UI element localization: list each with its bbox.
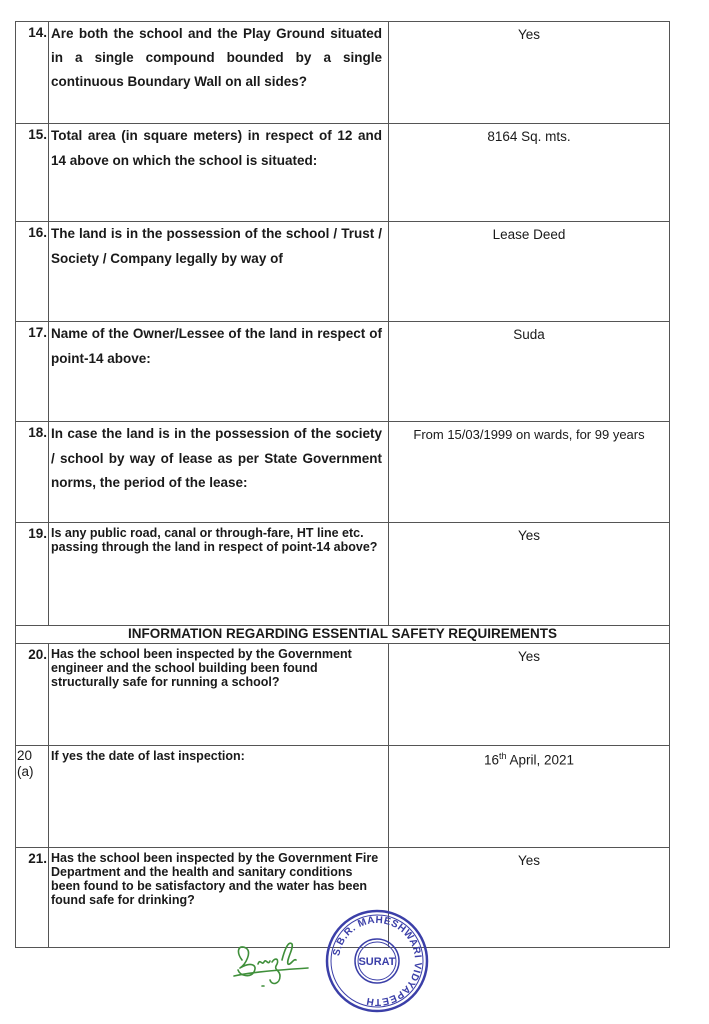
table-row — [16, 322, 670, 422]
table-row — [16, 222, 670, 322]
form-sheet — [15, 21, 669, 948]
seal-ring-text: S.B.R. MAHESHWARI VIDYAPEETH — [331, 914, 424, 1008]
inspection-day-suffix: th — [498, 751, 507, 761]
row-number: 20. — [16, 644, 49, 746]
row-number: 21. — [16, 848, 49, 948]
row-number: 20 (a) — [16, 746, 49, 848]
row-number: 17. — [16, 322, 49, 422]
row-answer: 8164 Sq. mts. — [389, 124, 670, 222]
row-answer: Yes — [389, 644, 670, 746]
row-answer: Yes — [389, 523, 670, 626]
row-answer: Lease Deed — [389, 222, 670, 322]
row-answer: Suda — [389, 322, 670, 422]
row-question: If yes the date of last inspection: — [49, 746, 389, 848]
inspection-month-year: April, 2021 — [506, 752, 575, 768]
row-question: Are both the school and the Play Ground situated in a single compound bounded by a single continuous Boundary Wall on all sides? — [49, 22, 389, 124]
row-number: 14. — [16, 22, 49, 124]
section-heading: INFORMATION REGARDING ESSENTIAL SAFETY REQUIREMENTS — [16, 626, 670, 644]
details-table — [15, 21, 670, 948]
seal-stamp — [327, 911, 427, 1011]
table-row — [16, 746, 670, 848]
row-question: Is any public road, canal or through-fare, HT line etc. passing through the land in respect of point-14 above? — [49, 523, 389, 626]
row-answer — [389, 746, 670, 848]
school-seal — [322, 906, 432, 1016]
row-number: 15. — [16, 124, 49, 222]
section-heading-row — [16, 626, 670, 644]
signature-strokes — [234, 943, 308, 986]
row-number: 19. — [16, 523, 49, 626]
seal-center-text: SURAT — [358, 956, 396, 968]
row-question: Has the school been inspected by the Government engineer and the school building been found structurally safe for running a school? — [49, 644, 389, 746]
row-question: The land is in the possession of the school / Trust / Society / Company legally by way of — [49, 222, 389, 322]
row-answer: From 15/03/1999 on wards, for 99 years — [389, 422, 670, 523]
row-question: Total area (in square meters) in respect of 12 and 14 above on which the school is situated: — [49, 124, 389, 222]
table-row — [16, 422, 670, 523]
row-number: 18. — [16, 422, 49, 523]
row-question: Name of the Owner/Lessee of the land in respect of point-14 above: — [49, 322, 389, 422]
row-answer: Yes — [389, 848, 670, 948]
inspection-day: 16 — [483, 752, 499, 768]
table-row — [16, 523, 670, 626]
row-number: 16. — [16, 222, 49, 322]
row-question: In case the land is in the possession of the society / school by way of lease as per State Government norms, the period of the lease: — [49, 422, 389, 523]
row-answer: Yes — [389, 22, 670, 124]
table-row — [16, 644, 670, 746]
table-row — [16, 22, 670, 124]
table-row — [16, 124, 670, 222]
row-question: Has the school been inspected by the Government Fire Department and the health and sanitary conditions been found to be satisfactory and the water has been found safe for drinking? — [49, 848, 389, 948]
handwritten-signature — [228, 930, 318, 995]
